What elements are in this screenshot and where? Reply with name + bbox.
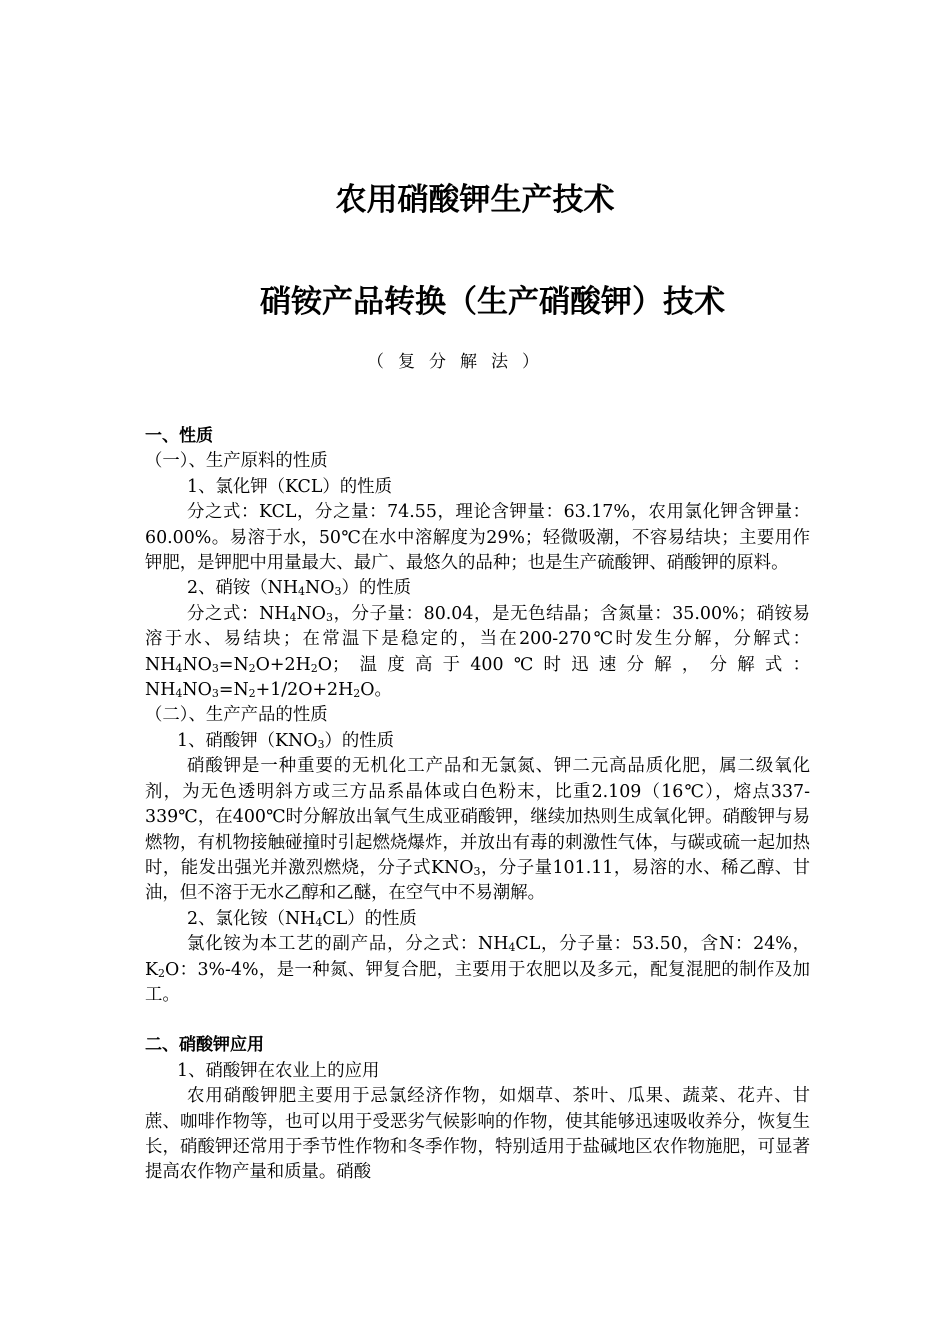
paragraph-ammonium-nitrate: 分之式：$NH_4NO_3$，分子量：80.04，是无色结晶；含氮量：35.00%；硝铵易溶于水、易结块；在常温下是稳定的，当在200-270℃时发生分解，分解式：$NH_4NO_3=N_2O+2H_2O$；温度高于400℃时迅速分解，分解式：$NH_4NO_3=N_2+1/2O+2H_2O$。 [145,603,810,701]
document-body [145,424,810,1186]
heading-kcl: 1、氯化钾（KCL）的性质 [187,476,392,497]
paragraph-kcl: 分之式：KCL，分之量：74.55，理论含钾量：63.17%，农用氯化钾含钾量：60.00%。易溶于水，50℃在水中溶解度为29%；轻微吸潮，不容易结块；主要用作钾肥，是钾肥中用量最大、最广、最悠久的品种；也是生产硫酸钾、硝酸钾的原料。 [145,502,810,574]
document-subtitle: 硝铵产品转换（生产硝酸钾）技术 [260,284,725,320]
section-gap [145,1008,810,1033]
subsection-heading-raw-materials: （一）、生产原料的性质 [145,451,328,472]
document-title: 农用硝酸钾生产技术 [335,182,615,218]
heading-potassium-nitrate: 1、硝酸钾$(KNO_3)$的性质 [177,730,395,751]
heading-ammonium-chloride: 2、氯化铵$(NH_4CL)$的性质 [187,908,417,929]
section-heading-applications: 二、硝酸钾应用 [145,1035,264,1056]
paragraph-ammonium-chloride: 氯化铵为本工艺的副产品，分之式：$NH_4CL$，分子量：53.50，含N：24%，$K_2O$：3%-4%，是一种氮、钾复合肥，主要用于农肥以及多元，配复混肥的制作及加工。 [145,934,811,1005]
heading-agriculture-use: 1、硝酸钾在农业上的应用 [177,1060,380,1081]
heading-ammonium-nitrate: 2、硝铵$(NH_4NO_3)$的性质 [187,578,412,599]
method-note: （复分解法） [367,352,553,372]
section-heading-properties: 一、性质 [145,426,213,446]
paragraph-potassium-nitrate: 硝酸钾是一种重要的无机化工产品和无氯氮、钾二元高品质化肥，属二级氧化剂，为无色透明斜方或三方品系晶体或白色粉末，比重2.109（16℃），熔点337-339℃，在400℃时分解放出氧气生成亚硝酸钾，继续加热则生成氧化钾。硝酸钾与易燃物，有机物接触碰撞时引起燃烧爆炸，并放出有毒的刺激性气体，与碳或硫一起加热时，能发出强光并激烈燃烧，分子式$KNO_3$，分子量101.11，易溶的水、稀乙醇、甘油，但不溶于无水乙醇和乙醚，在空气中不易潮解。 [145,756,810,904]
paragraph-agriculture-use: 农用硝酸钾肥主要用于忌氯经济作物，如烟草、茶叶、瓜果、蔬菜、花卉、甘蔗、咖啡作物等，也可以用于受恶劣气候影响的作物，使其能够迅速吸收养分，恢复生长，硝酸钾还常用于季节性作物和冬季作物，特别适用于盐碱地区农作物施肥，可显著提高农作物产量和质量。硝酸 [145,1086,810,1183]
subsection-heading-products: （二）、生产产品的性质 [145,705,328,726]
